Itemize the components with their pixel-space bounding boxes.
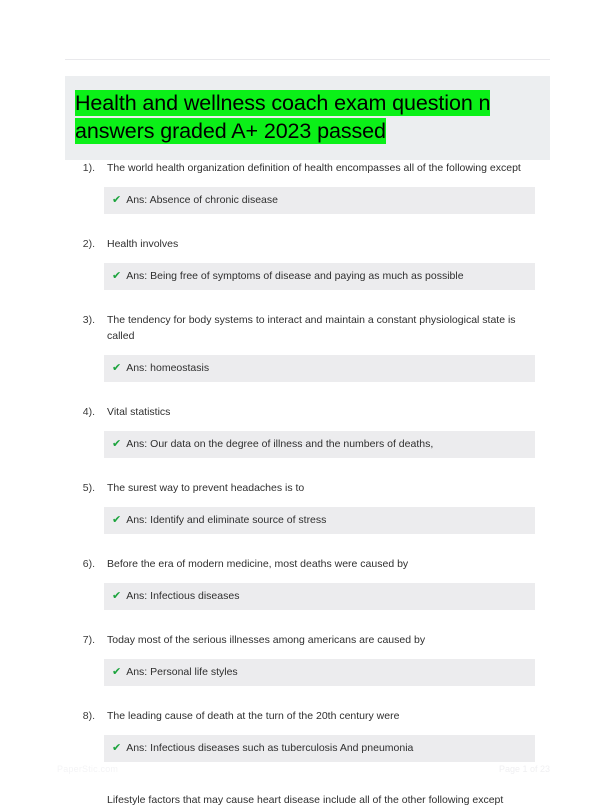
question-number: 7). [82,633,95,646]
question-item [0,160,606,214]
question-text: The tendency for body systems to interact and maintain a constant physiological state is called [107,313,516,343]
trailing-question-text: Lifestyle factors that may cause heart disease include all of the other following except [107,793,504,806]
answer-box [104,583,535,610]
page-title [65,90,550,146]
answer-box [104,187,535,214]
question-text: The world health organization definition of health encompasses all of the following except [107,162,521,174]
answer-box [104,355,535,382]
answer-box [104,263,535,290]
answer-text: Ans: Our data on the degree of illness and the numbers of deaths, [126,438,434,451]
question-number: 2). [82,237,95,250]
check-icon: ✔ [112,666,122,679]
question-row [0,708,606,724]
question-text: Vital statistics [107,406,171,419]
question-item [0,236,606,290]
page-number: Page 1 of 23 [498,764,550,774]
answer-text: Ans: Personal life styles [126,666,238,679]
header-divider [65,59,550,60]
check-icon: ✔ [112,438,122,451]
answer-text: Ans: Infectious diseases [126,590,240,603]
question-item [0,480,606,534]
check-icon: ✔ [112,362,122,375]
question-text: Today most of the serious illnesses among americans are caused by [107,633,426,646]
question-row [0,312,606,345]
answer-text: Ans: Absence of chronic disease [126,194,278,207]
question-item [0,632,606,686]
check-icon: ✔ [112,194,122,207]
question-text: Health involves [107,237,179,250]
question-number: 1). [82,162,95,174]
question-text: The leading cause of death at the turn of the 20th century were [107,709,400,722]
answer-text: Ans: homeostasis [126,362,210,375]
question-list [0,160,606,808]
title-line-1: Health and wellness coach exam question n [75,91,491,115]
question-row [0,160,606,176]
answer-text: Ans: Being free of symptoms of disease and paying as much as possible [126,270,464,283]
answer-box [104,507,535,534]
check-icon: ✔ [112,590,122,603]
title-panel [65,76,550,160]
question-item [0,404,606,458]
question-item [0,312,606,382]
question-row [0,632,606,648]
question-number: 3). [82,313,95,326]
answer-box [104,735,535,762]
question-row [0,480,606,496]
answer-box [104,431,535,458]
answer-text: Ans: Infectious diseases such as tuberculosis And pneumonia [126,742,414,755]
question-number: 6). [82,558,95,571]
question-row [0,404,606,420]
check-icon: ✔ [112,742,122,755]
question-item [0,708,606,762]
answer-box [104,659,535,686]
question-item [0,556,606,610]
answer-text: Ans: Identify and eliminate source of stress [126,514,327,527]
question-number: 8). [82,709,95,722]
question-row [0,556,606,572]
question-number: 4). [82,406,95,419]
check-icon: ✔ [112,514,122,527]
watermark-text: PaperStic.com [57,764,119,774]
question-number: 5). [82,482,95,495]
question-text: Before the era of modern medicine, most deaths were caused by [107,558,409,571]
check-icon: ✔ [112,270,122,283]
title-line-2: answers graded A+ 2023 passed [75,118,386,143]
page-footer [0,764,606,778]
question-text: The surest way to prevent headaches is to [107,482,305,495]
question-row [0,236,606,252]
